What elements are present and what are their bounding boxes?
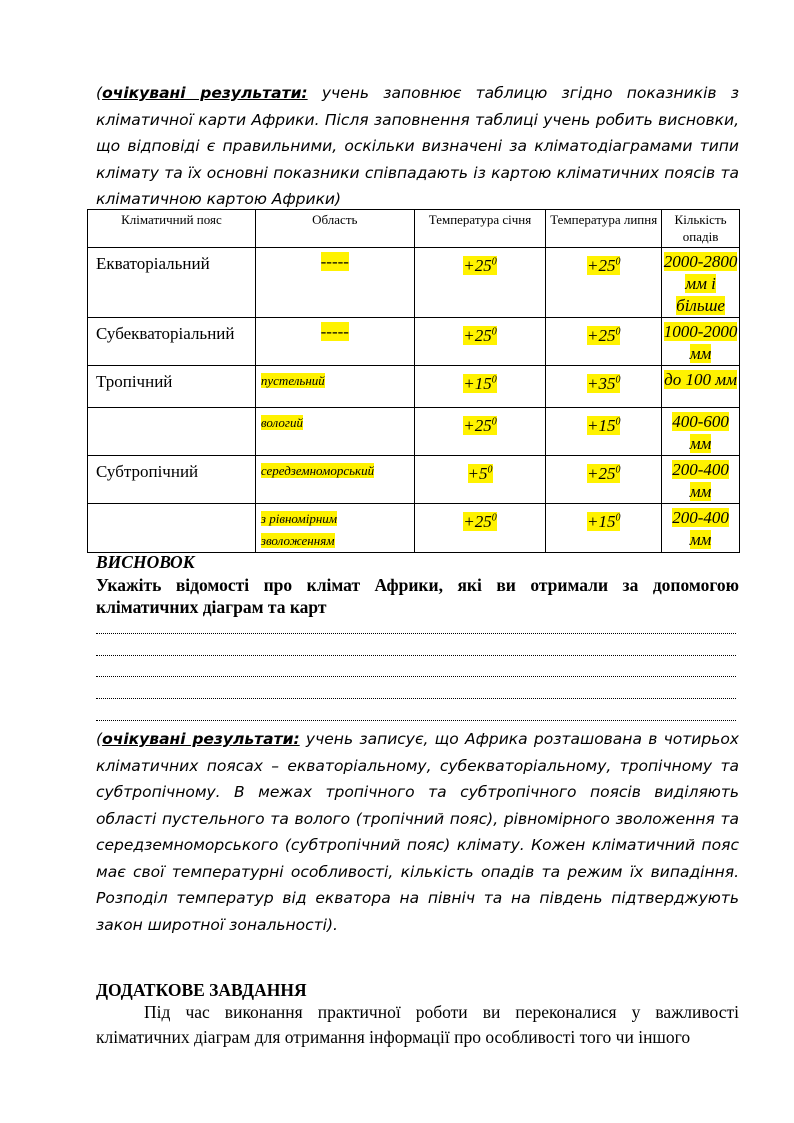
cell-jul-temp xyxy=(546,366,662,408)
header-jul-temp: Температура липня xyxy=(546,210,662,248)
cell-jan-temp xyxy=(414,408,546,456)
table-row xyxy=(88,504,740,553)
cell-region xyxy=(255,366,414,408)
table-row xyxy=(88,318,740,366)
jan-temp-value xyxy=(463,416,496,435)
degree-mark: 0 xyxy=(615,464,621,475)
cell-jul-temp xyxy=(546,248,662,318)
region-value: середземноморський xyxy=(260,463,375,478)
header-precipitation: Кількість опадів xyxy=(662,210,740,248)
answer-line xyxy=(96,676,736,677)
degree-mark: 0 xyxy=(491,326,497,337)
open-paren: ( xyxy=(96,84,103,102)
temperature-number: +35 xyxy=(586,373,616,393)
precipitation-value: 200-400 мм xyxy=(672,508,729,549)
degree-mark: 0 xyxy=(491,512,497,523)
cell-jan-temp xyxy=(414,248,546,318)
cell-jan-temp xyxy=(414,366,546,408)
header-climate-zone: Кліматичний пояс xyxy=(88,210,256,248)
cell-jul-temp xyxy=(546,504,662,553)
temperature-number: +25 xyxy=(586,463,616,483)
precipitation-value: 200-400 мм xyxy=(672,460,729,501)
extra-task-body: Під час виконання практичної роботи ви переконалися у важливості кліматичних діаграм для отримання інформації про особливості того чи іншого xyxy=(96,1002,739,1047)
table-row xyxy=(88,366,740,408)
region-value: з рівномірним зволоженням xyxy=(260,511,338,548)
expected-results-text: учень записує, що Африка розташована в чотирьох кліматичних поясах – екваторіальному, субекваторіальному, тропічному та субтропічному. В межах тропічного та субтропічного поясів виділяють області пустельного та волого (тропічний пояс), рівномірного зволоження та середземноморського (субтропічний пояс) клімату. Кожен кліматичний пояс має свої температурні особливості, кількість опадів та режим їх випадіння. Розподіл температур від екватора на північ та на південь підтверджують закон широтної зональності). xyxy=(96,730,739,934)
jan-temp-value xyxy=(463,326,496,345)
expected-results-keyword: очікувані результати: xyxy=(102,84,308,102)
expected-results-conclusion xyxy=(96,726,739,938)
cell-jan-temp xyxy=(414,504,546,553)
cell-precipitation xyxy=(662,318,740,366)
header-jan-temp: Температура січня xyxy=(414,210,546,248)
cell-precipitation xyxy=(662,408,740,456)
degree-mark: 0 xyxy=(615,374,621,385)
degree-mark: 0 xyxy=(491,256,497,267)
jul-temp-value xyxy=(587,256,620,275)
expected-results-intro xyxy=(96,80,739,213)
cell-region xyxy=(255,456,414,504)
temperature-number: +25 xyxy=(463,511,492,531)
temperature-number: +25 xyxy=(586,255,616,275)
cell-region xyxy=(255,318,414,366)
extra-task-text xyxy=(96,1000,739,1050)
conclusion-question: Укажіть відомості про клімат Африки, які ви отримали за допомогою кліматичних діаграм та карт xyxy=(96,575,739,617)
answer-line xyxy=(96,633,736,634)
precipitation-value: 2000-2800 мм і більше xyxy=(663,252,738,315)
cell-climate-zone: Субтропічний xyxy=(88,456,256,504)
table-row xyxy=(88,456,740,504)
cell-jul-temp xyxy=(546,456,662,504)
open-paren: ( xyxy=(96,730,103,748)
temperature-number: +25 xyxy=(463,255,492,275)
expected-results-keyword: очікувані результати: xyxy=(102,730,300,748)
temperature-number: +25 xyxy=(463,325,492,345)
temperature-number: +15 xyxy=(586,511,616,531)
cell-precipitation xyxy=(662,504,740,553)
temperature-number: +25 xyxy=(586,325,616,345)
table-header-row xyxy=(88,210,740,248)
cell-precipitation xyxy=(662,366,740,408)
jul-temp-value xyxy=(587,416,620,435)
expected-results-text: учень заповнює таблицю згідно показників з кліматичної карти Африки. Після заповнення таблиці учень робить висновки, що відповіді є правильними, оскільки визначені за кліматодіаграмами типи клімату та їх основні показники співпадають із картою кліматичних поясів та кліматичною картою Африки) xyxy=(96,84,739,208)
jan-temp-value xyxy=(463,256,496,275)
jan-temp-value xyxy=(463,512,496,531)
cell-climate-zone: Екваторіальний xyxy=(88,248,256,318)
cell-jan-temp xyxy=(414,456,546,504)
jul-temp-value xyxy=(587,374,620,393)
cell-jul-temp xyxy=(546,408,662,456)
table-row xyxy=(88,408,740,456)
cell-jul-temp xyxy=(546,318,662,366)
temperature-number: +15 xyxy=(463,373,492,393)
temperature-number: +25 xyxy=(463,415,492,435)
extra-task-heading: ДОДАТКОВЕ ЗАВДАННЯ xyxy=(96,980,307,1000)
degree-mark: 0 xyxy=(487,464,493,475)
climate-table xyxy=(87,209,740,553)
temperature-number: +15 xyxy=(586,415,616,435)
cell-precipitation xyxy=(662,456,740,504)
conclusion-heading: ВИСНОВОК xyxy=(96,552,195,572)
degree-mark: 0 xyxy=(615,256,621,267)
answer-line xyxy=(96,720,736,721)
table-row xyxy=(88,248,740,318)
jul-temp-value xyxy=(587,326,620,345)
cell-climate-zone xyxy=(88,504,256,553)
degree-mark: 0 xyxy=(615,416,621,427)
precipitation-value: 1000-2000 мм xyxy=(663,322,738,363)
cell-climate-zone: Тропічний xyxy=(88,366,256,408)
jan-temp-value xyxy=(463,374,496,393)
region-value: пустельний xyxy=(260,373,325,388)
region-value: ----- xyxy=(320,252,349,271)
cell-region xyxy=(255,248,414,318)
answer-line xyxy=(96,655,736,656)
precipitation-value: 400-600 мм xyxy=(672,412,729,453)
jul-temp-value xyxy=(587,512,620,531)
cell-region xyxy=(255,408,414,456)
cell-jan-temp xyxy=(414,318,546,366)
temperature-number: +5 xyxy=(467,463,488,483)
cell-climate-zone xyxy=(88,408,256,456)
answer-line xyxy=(96,698,736,699)
header-region: Область xyxy=(255,210,414,248)
region-value: ----- xyxy=(320,322,349,341)
degree-mark: 0 xyxy=(615,326,621,337)
jan-temp-value xyxy=(468,464,493,483)
jul-temp-value xyxy=(587,464,620,483)
precipitation-value: до 100 мм xyxy=(664,370,737,389)
degree-mark: 0 xyxy=(615,512,621,523)
degree-mark: 0 xyxy=(491,416,497,427)
cell-climate-zone: Субекваторіальний xyxy=(88,318,256,366)
region-value: вологий xyxy=(260,415,303,430)
cell-region xyxy=(255,504,414,553)
degree-mark: 0 xyxy=(491,374,497,385)
cell-precipitation xyxy=(662,248,740,318)
